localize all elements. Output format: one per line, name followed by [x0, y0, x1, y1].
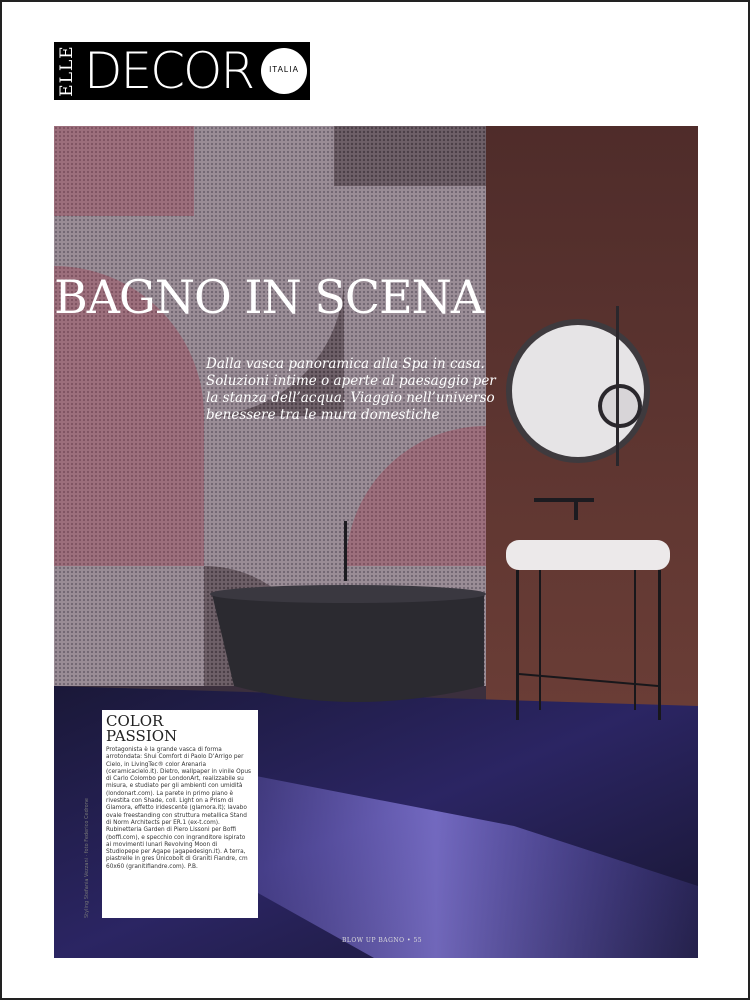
photo-credit: Styling Stefania Vezzani · foto Federico Cedrone	[84, 798, 90, 918]
caption-body: Protagonista è la grande vasca di forma arrotondata: Shui Comfort di Paolo D’Arrigo per Cielo, in LivingTec® color Arenaria (ceramicacielo.it). Dietro, wallpaper in vinile Opus di Carlo Colombo per LondonArt, realizzabile su misura, e studiato per gli ambienti con umidità (londonart.com). La parete in primo piano è rivestita con Shade, coll. Light on a Prism di Glamora, effetto iridescente (glamora.it); lavabo ovale freestanding con struttura metallica Stand di Norm Architects per ER.1 (ex-t.com). Rubinetteria Garden di Piero Lissoni per Boffi (boffi.com), e specchio con ingranditore ispirato ai movimenti lunari Revolving Moon di Studiopepe per Agape (agapedesign.it). A terra, piastrelle in gres Unicobolt di Graniti Fiandre, cm 60x60 (granitifiandre.com). P.B.	[106, 747, 252, 870]
article-intro: Dalla vasca panoramica alla Spa in casa. Soluzioni intime o aperte al paesaggio per la stanza dell’acqua. Viaggio nell’universo benessere tra le mura domestiche	[206, 356, 496, 423]
caption-box	[102, 710, 258, 918]
article-headline: BAGNO IN SCENA	[54, 270, 484, 324]
page-folio: BLOW UP BAGNO • 55	[342, 937, 423, 944]
logo-decor-text: DECOR	[84, 42, 254, 100]
magazine-logo	[54, 42, 310, 100]
logo-italia-text: ITALIA	[269, 65, 299, 74]
logo-circle	[261, 48, 307, 94]
logo-elle-text: ELLE	[57, 45, 77, 97]
caption-title: COLOR PASSION	[106, 712, 178, 745]
